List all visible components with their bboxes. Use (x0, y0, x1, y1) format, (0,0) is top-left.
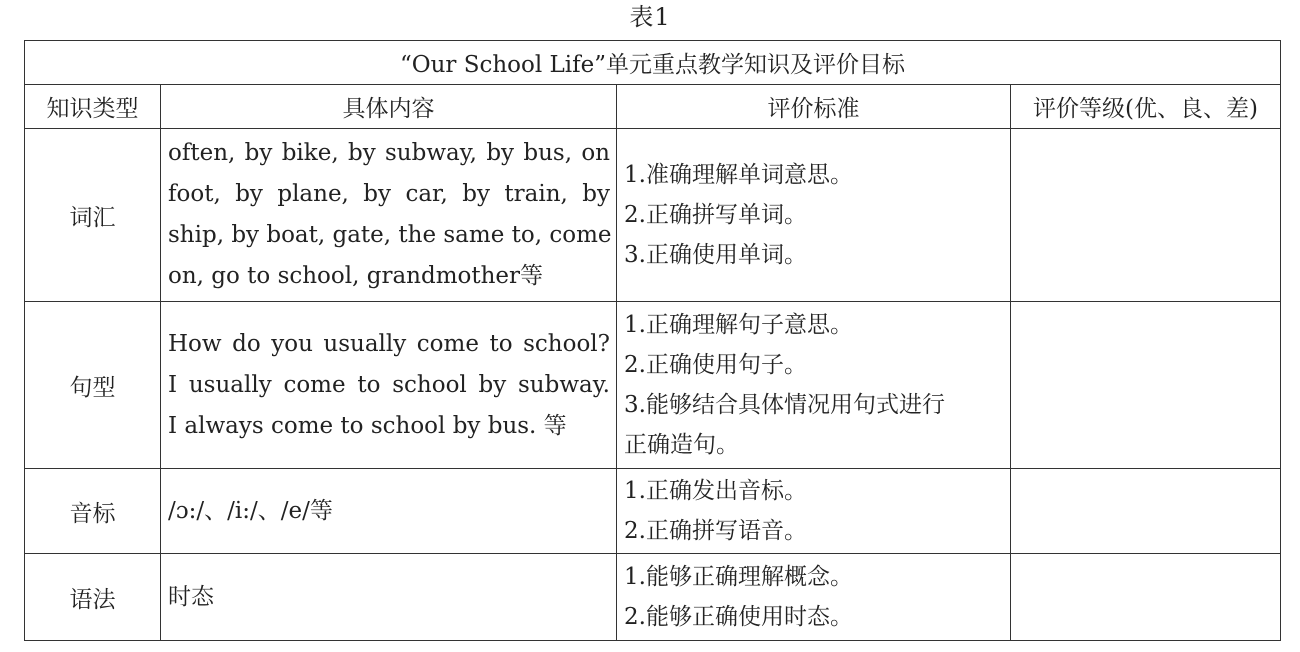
content-cell (161, 302, 617, 469)
content-line: /ɔ:/、/i:/、/e/等 (168, 497, 333, 524)
grade-cell (1011, 302, 1281, 469)
grade-cell (1011, 469, 1281, 554)
content-line: 时态 (168, 583, 214, 610)
table-row (25, 554, 1281, 641)
criteria-line: 1.正确理解句子意思。 (624, 312, 853, 338)
knowledge-type-cell: 词汇 (25, 129, 161, 302)
content-line: How do you usually come to school? (168, 330, 610, 357)
content-cell (161, 469, 617, 554)
table-row (25, 302, 1281, 469)
criteria-cell (617, 469, 1011, 554)
content-cell (161, 554, 617, 641)
knowledge-type-cell: 音标 (25, 469, 161, 554)
criteria-line: 2.能够正确使用时态。 (624, 604, 853, 630)
criteria-line: 2.正确拼写单词。 (624, 202, 807, 228)
criteria-cell (617, 554, 1011, 641)
content-cell (161, 129, 617, 302)
content-line: often, by bike, by subway, by bus, on (168, 140, 610, 166)
table-caption: 表1 (629, 3, 671, 31)
content-line: ship, by boat, gate, the same to, come (168, 222, 612, 248)
grade-cell (1011, 129, 1281, 302)
content-line: on, go to school, grandmother等 (168, 263, 544, 289)
criteria-line: 2.正确使用句子。 (624, 352, 807, 378)
knowledge-type-cell: 句型 (25, 302, 161, 469)
criteria-line: 1.正确发出音标。 (624, 478, 807, 504)
header-knowledge-type: 知识类型 (25, 85, 161, 129)
criteria-line: 3.能够结合具体情况用句式进行 (624, 392, 945, 418)
criteria-line: 2.正确拼写语音。 (624, 518, 807, 544)
table-row (25, 129, 1281, 302)
criteria-line: 正确造句。 (624, 432, 739, 458)
content-line: I always come to school by bus. 等 (168, 412, 567, 439)
header-evaluation-grade: 评价等级(优、良、差) (1011, 85, 1281, 129)
table-title: “Our School Life”单元重点教学知识及评价目标 (25, 41, 1281, 85)
table-row (25, 469, 1281, 554)
header-evaluation-criteria: 评价标准 (617, 85, 1011, 129)
criteria-line: 1.能够正确理解概念。 (624, 564, 853, 590)
criteria-cell (617, 302, 1011, 469)
grade-cell (1011, 554, 1281, 641)
criteria-cell (617, 129, 1011, 302)
criteria-line: 3.正确使用单词。 (624, 242, 807, 268)
knowledge-type-cell: 语法 (25, 554, 161, 641)
evaluation-table (24, 40, 1281, 641)
content-line: I usually come to school by subway. (168, 371, 610, 398)
header-specific-content: 具体内容 (161, 85, 617, 129)
criteria-line: 1.准确理解单词意思。 (624, 162, 853, 188)
content-line: foot, by plane, by car, by train, by (168, 181, 610, 207)
